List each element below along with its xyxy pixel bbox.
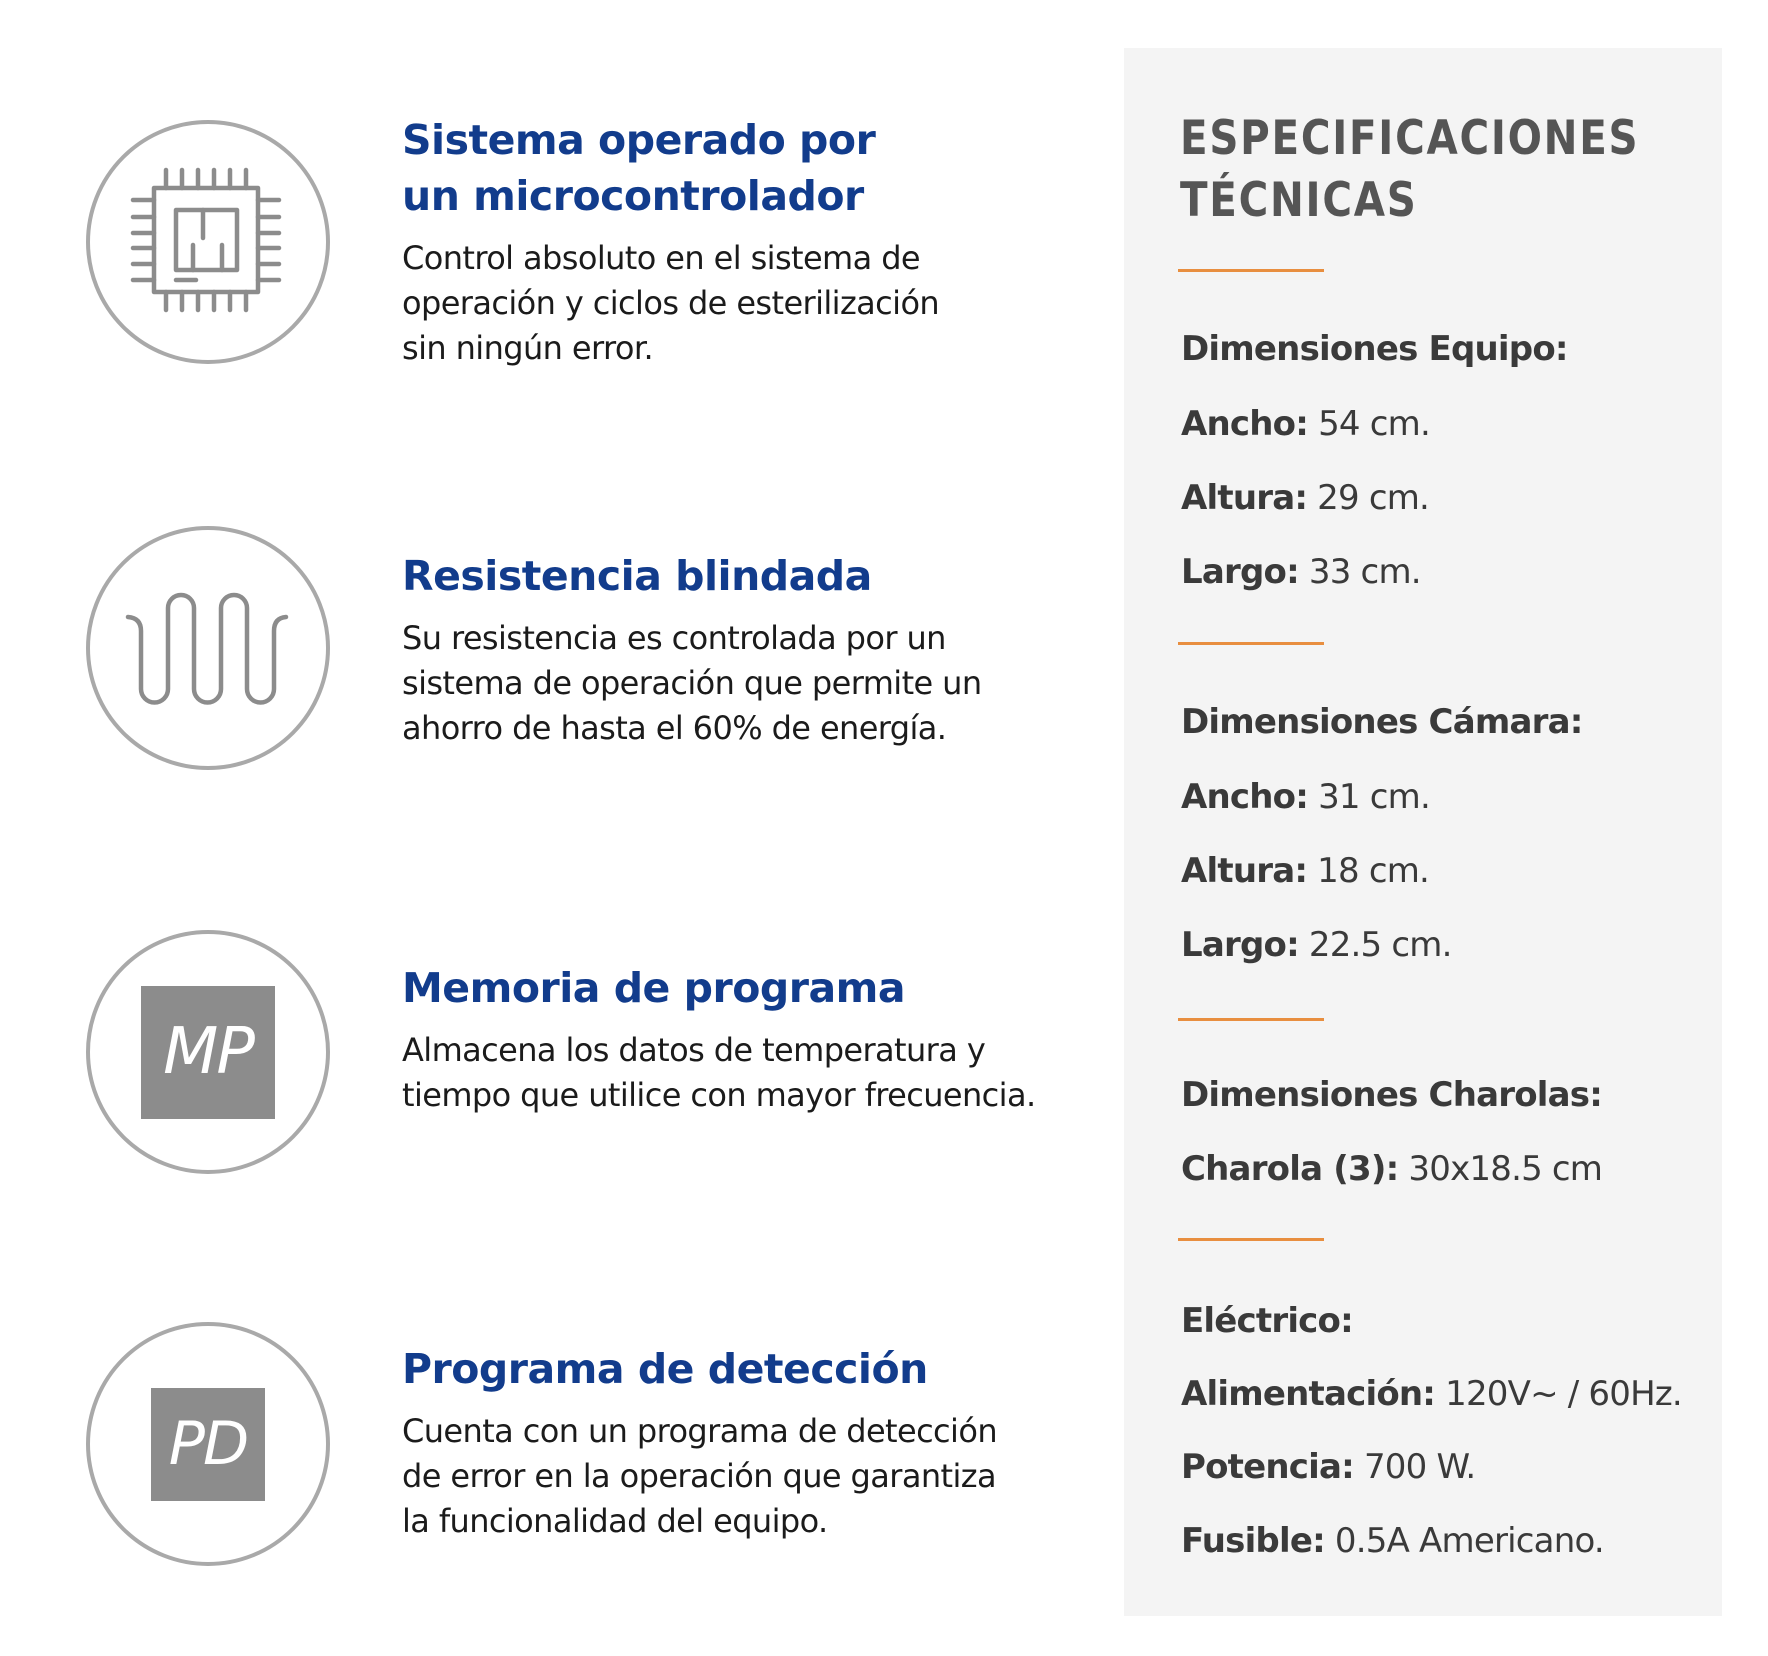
spec-row xyxy=(1181,1374,1682,1414)
feature-description-line: Control absoluto en el sistema de xyxy=(402,239,920,277)
pd-badge: PD xyxy=(151,1388,265,1501)
feature-description xyxy=(402,1409,1082,1544)
accent-divider xyxy=(1178,642,1324,645)
spec-label: Largo: xyxy=(1181,925,1299,965)
feature-title-line: un microcontrolador xyxy=(402,172,864,220)
feature-description-line: sistema de operación que permite un xyxy=(402,664,982,702)
spec-row xyxy=(1181,552,1421,592)
spec-group-heading: Eléctrico: xyxy=(1181,1301,1353,1341)
feature-description-line: Su resistencia es controlada por un xyxy=(402,619,946,657)
feature-description-line: de error en la operación que garantiza xyxy=(402,1457,996,1495)
spec-row xyxy=(1181,1149,1602,1189)
accent-divider xyxy=(1178,1238,1324,1241)
feature-text xyxy=(402,960,1082,1118)
feature-description-line: ahorro de hasta el 60% de energía. xyxy=(402,709,947,747)
spec-label: Ancho: xyxy=(1181,404,1309,444)
spec-label: Fusible: xyxy=(1181,1521,1325,1561)
spec-label: Largo: xyxy=(1181,552,1299,592)
feature-description-line: operación y ciclos de esterilización xyxy=(402,284,940,322)
spec-row xyxy=(1181,925,1452,965)
feature-description-line: Cuenta con un programa de detección xyxy=(402,1412,998,1450)
feature-title xyxy=(402,960,1082,1016)
spec-row xyxy=(1181,777,1430,817)
spec-value: 31 cm. xyxy=(1318,777,1430,817)
specifications-title-line: TÉCNICAS xyxy=(1180,173,1418,228)
feature-text xyxy=(402,548,1082,751)
spec-label: Charola (3): xyxy=(1181,1149,1399,1189)
spec-label: Alimentación: xyxy=(1181,1374,1436,1414)
feature-description-line: sin ningún error. xyxy=(402,329,654,367)
spec-row xyxy=(1181,404,1430,444)
feature-title xyxy=(402,1341,1082,1397)
spec-row xyxy=(1181,1447,1475,1487)
spec-label: Altura: xyxy=(1181,478,1308,518)
spec-label: Potencia: xyxy=(1181,1447,1354,1487)
feature-title-line: Resistencia blindada xyxy=(402,552,872,600)
microchip-icon xyxy=(86,120,330,364)
spec-row xyxy=(1181,1521,1604,1561)
spec-value: 29 cm. xyxy=(1317,478,1430,518)
spec-row xyxy=(1181,478,1429,518)
spec-label: Ancho: xyxy=(1181,777,1309,817)
spec-row xyxy=(1181,851,1429,891)
spec-group-heading: Dimensiones Charolas: xyxy=(1181,1075,1603,1115)
feature-text xyxy=(402,1341,1082,1544)
spec-value: 18 cm. xyxy=(1317,851,1430,891)
spec-value: 700 W. xyxy=(1363,1447,1476,1487)
spec-value: 120V~ / 60Hz. xyxy=(1445,1374,1682,1414)
mp-badge-icon xyxy=(86,930,330,1174)
pd-badge-icon xyxy=(86,1322,330,1566)
feature-description-line: la funcionalidad del equipo. xyxy=(402,1502,828,1540)
feature-title-line: Programa de detección xyxy=(402,1345,928,1393)
spec-label: Altura: xyxy=(1181,851,1308,891)
heating-coil-icon xyxy=(86,526,330,770)
feature-description-line: tiempo que utilice con mayor frecuencia. xyxy=(402,1076,1036,1114)
spec-value: 33 cm. xyxy=(1308,552,1421,592)
spec-value: 22.5 cm. xyxy=(1308,925,1452,965)
feature-title xyxy=(402,112,1082,224)
accent-divider xyxy=(1178,269,1324,272)
feature-description-line: Almacena los datos de temperatura y xyxy=(402,1031,986,1069)
feature-text xyxy=(402,112,1082,371)
feature-title-line: Sistema operado por xyxy=(402,116,876,164)
specifications-title xyxy=(1180,108,1644,232)
feature-title xyxy=(402,548,1082,604)
spec-group-heading: Dimensiones Equipo: xyxy=(1181,329,1568,369)
spec-value: 0.5A Americano. xyxy=(1334,1521,1604,1561)
specifications-title-line: ESPECIFICACIONES xyxy=(1180,111,1640,166)
mp-badge: MP xyxy=(141,986,275,1119)
spec-group-heading: Dimensiones Cámara: xyxy=(1181,702,1583,742)
spec-value: 30x18.5 cm xyxy=(1408,1149,1603,1189)
accent-divider xyxy=(1178,1018,1324,1021)
feature-description xyxy=(402,236,1082,371)
feature-description xyxy=(402,616,1082,751)
feature-description xyxy=(402,1028,1082,1118)
feature-title-line: Memoria de programa xyxy=(402,964,905,1012)
spec-value: 54 cm. xyxy=(1318,404,1430,444)
